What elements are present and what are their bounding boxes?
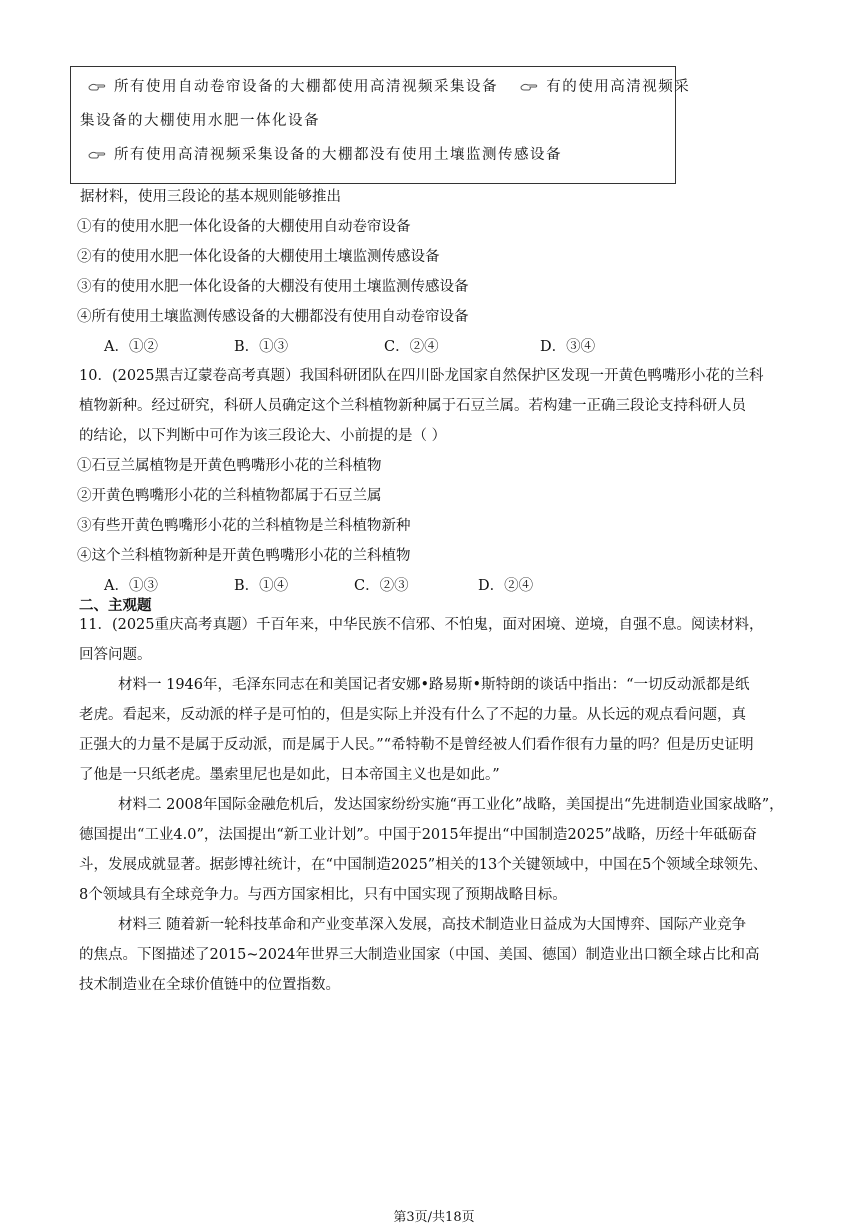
q10-options <box>104 576 533 596</box>
premise-row-3 <box>88 145 562 165</box>
q10-item-2: ②开黄色鸭嘴形小花的兰科植物都属于石豆兰属 <box>77 488 382 504</box>
q9-option-b: B．①③ <box>234 339 289 355</box>
premise-1-text: 所有使用自动卷帘设备的大棚都使用高清视频采集设备 <box>114 79 498 95</box>
material-1-line-3: 正强大的力量不是属于反动派，而是属于人民。”“希特勒不是曾经被人们看作很有力量的吗？但是历史证明 <box>79 737 754 753</box>
q10-line-3: 的结论，以下判断中可作为该三段论大、小前提的是（ ） <box>79 428 447 444</box>
premise-row-2 <box>80 111 320 131</box>
q10-option-d: D．②④ <box>478 578 534 594</box>
pointing-hand-icon <box>88 150 106 160</box>
material-3-line-2: 的焦点。下图描述了2015~2024年世界三大制造业国家（中国、美国、德国）制造业出口额全球占比和高 <box>79 947 760 963</box>
q9-item-1: ①有的使用水肥一体化设备的大棚使用自动卷帘设备 <box>77 219 411 235</box>
material-2-line-3: 斗，发展成就显著。据彭博社统计，在“中国制造2025”相关的13个关键领域中，中国在5个领域全球领先、 <box>79 857 768 873</box>
page-number: 第3页/共18页 <box>393 1210 475 1225</box>
pointing-hand-icon <box>88 82 106 92</box>
material-3-line-3: 技术制造业在全球价值链中的位置指数。 <box>79 977 340 993</box>
q10-option-a: A．①③ <box>104 578 158 594</box>
q9-option-a: A．①② <box>104 339 158 355</box>
premise-2-text-end: 集设备的大棚使用水肥一体化设备 <box>80 113 320 129</box>
premise-2-text-start: 有的使用高清视频采 <box>546 79 691 95</box>
material-3-line-1: 材料三 随着新一轮科技革命和产业变革深入发展，高技术制造业日益成为大国博弈、国际产业竞争 <box>118 917 747 933</box>
material-1-line-2: 老虎。看起来，反动派的样子是可怕的，但是实际上并没有什么了不起的力量。从长远的观点看问题，真 <box>79 707 746 723</box>
q10-line-2: 植物新种。经过研究，科研人员确定这个兰科植物新种属于石豆兰属。若构建一正确三段论支持科研人员 <box>79 398 746 414</box>
material-1-line-4: 了他是一只纸老虎。墨索里尼也是如此，日本帝国主义也是如此。” <box>79 767 500 783</box>
q10-item-4: ④这个兰科植物新种是开黄色鸭嘴形小花的兰科植物 <box>77 548 411 564</box>
q9-option-c: C．②④ <box>384 339 439 355</box>
q11-line-1: 11．(2025重庆高考真题）千百年来，中华民族不信邪、不怕鬼，面对困境、逆境，自强不息。阅读材料， <box>79 617 764 633</box>
section-heading: 二、主观题 <box>79 597 152 614</box>
q10-line-1: 10．(2025黑吉辽蒙卷高考真题）我国科研团队在四川卧龙国家自然保护区发现一开黄色鸭嘴形小花的兰科 <box>79 368 764 384</box>
material-2-line-4: 8个领域具有全球竞争力。与西方国家相比，只有中国实现了预期战略目标。 <box>79 887 567 903</box>
q10-item-3: ③有些开黄色鸭嘴形小花的兰科植物是兰科植物新种 <box>77 518 411 534</box>
q11-line-2: 回答问题。 <box>79 647 152 663</box>
q9-options <box>104 337 595 357</box>
q10-option-b: B．①④ <box>234 578 289 594</box>
premise-3-text: 所有使用高清视频采集设备的大棚都没有使用土壤监测传感设备 <box>114 147 562 163</box>
material-2-line-2: 德国提出“工业4.0”，法国提出“新工业计划”。中国于2015年提出“中国制造2025”战略，历经十年砥砺奋 <box>79 827 757 843</box>
q9-item-3: ③有的使用水肥一体化设备的大棚没有使用土壤监测传感设备 <box>77 279 469 295</box>
q9-stem: 据材料，使用三段论的基本规则能够推出 <box>80 189 341 205</box>
q9-option-d: D．③④ <box>540 339 596 355</box>
q9-item-2: ②有的使用水肥一体化设备的大棚使用土壤监测传感设备 <box>77 249 440 265</box>
material-2-line-1: 材料二 2008年国际金融危机后，发达国家纷纷实施“再工业化”战略，美国提出“先进制造业国家战略”， <box>118 797 784 813</box>
q10-option-c: C．②③ <box>354 578 409 594</box>
material-1-line-1: 材料一 1946年，毛泽东同志在和美国记者安娜•路易斯•斯特朗的谈话中指出：“一切反动派都是纸 <box>118 677 750 693</box>
q10-item-1: ①石豆兰属植物是开黄色鸭嘴形小花的兰科植物 <box>77 458 382 474</box>
pointing-hand-icon <box>520 82 538 92</box>
premise-row-1 <box>88 77 690 97</box>
q9-item-4: ④所有使用土壤监测传感设备的大棚都没有使用自动卷帘设备 <box>77 309 469 325</box>
